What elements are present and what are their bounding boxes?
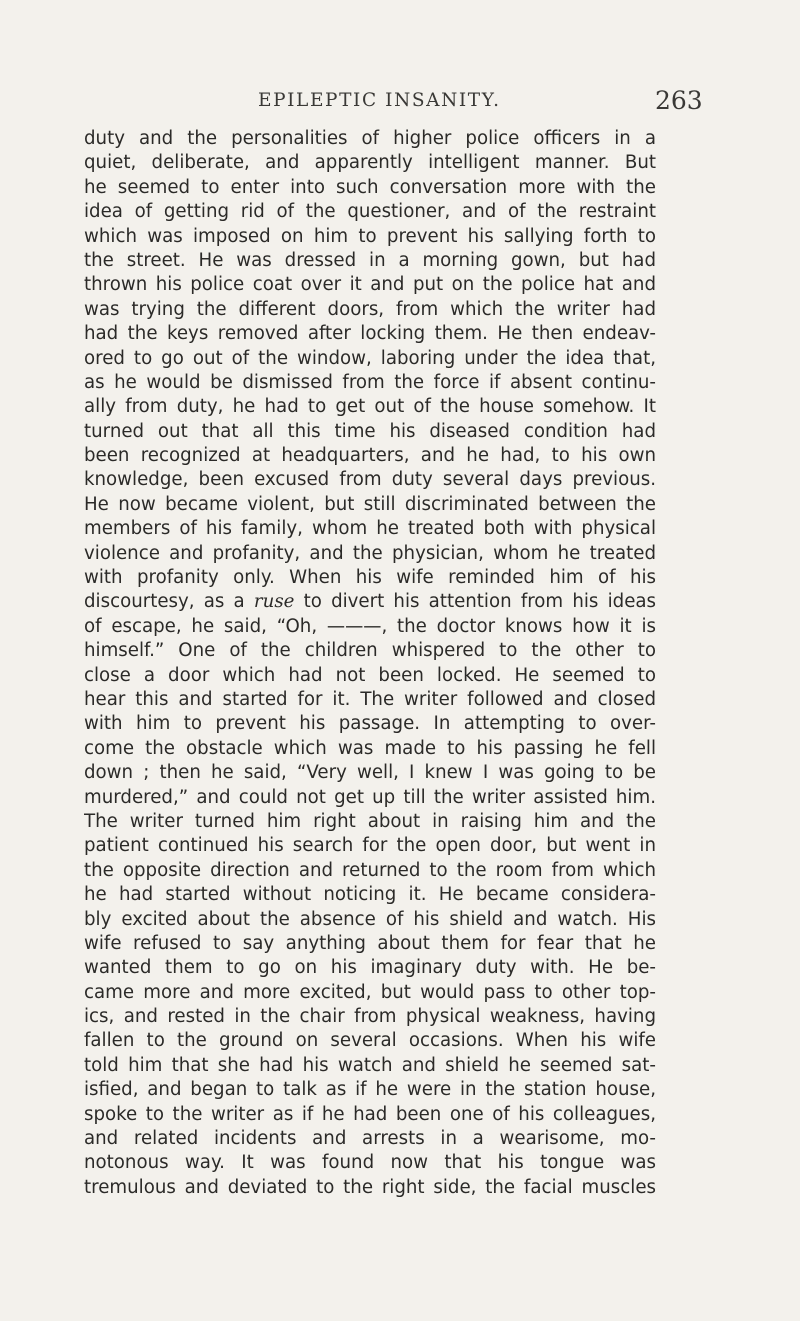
text-line: He now became violent, but still discriminated between the <box>84 493 656 515</box>
text-line: come the obstacle which was made to his passing he fell <box>84 737 656 759</box>
text-line: of escape, he said, “Oh, ———, the doctor knows how it is <box>84 615 656 637</box>
text-line: had the keys removed after locking them. He then endeav- <box>84 323 656 345</box>
text-line: he seemed to enter into such conversation more with the <box>84 176 656 198</box>
body-text <box>84 127 656 1200</box>
line-segment: to divert his attention from his ideas <box>294 591 656 613</box>
text-line: tremulous and deviated to the right side, the facial muscles <box>84 1176 656 1198</box>
text-line: ored to go out of the window, laboring under the idea that, <box>84 347 656 369</box>
text-line: been recognized at headquarters, and he had, to his own <box>84 445 656 467</box>
text-line: himself.” One of the children whispered to the other to <box>84 640 656 662</box>
text-line: spoke to the writer as if he had been one of his colleagues, <box>84 1103 656 1125</box>
text-line: and related incidents and arrests in a wearisome, mo- <box>84 1128 656 1150</box>
text-line-with-italic <box>84 590 656 614</box>
text-line: The writer turned him right about in raising him and the <box>84 810 656 832</box>
text-line: fallen to the ground on several occasions. When his wife <box>84 1030 656 1052</box>
text-line: turned out that all this time his diseased condition had <box>84 420 656 442</box>
text-line: with him to prevent his passage. In attempting to over- <box>84 713 656 735</box>
page-number: 263 <box>655 86 703 115</box>
line-segment: discourtesy, as a <box>84 591 254 613</box>
text-line: members of his family, whom he treated both with physical <box>84 518 656 540</box>
italic-word: ruse <box>253 591 295 613</box>
text-line: told him that she had his watch and shield he seemed sat- <box>84 1054 656 1076</box>
text-line: ics, and rested in the chair from physical weakness, having <box>84 1006 656 1028</box>
text-line: wife refused to say anything about them for fear that he <box>84 932 656 954</box>
text-line: the opposite direction and returned to the room from which <box>84 859 656 881</box>
text-line: patient continued his search for the open door, but went in <box>84 835 656 857</box>
text-line: quiet, deliberate, and apparently intelligent manner. But <box>84 152 656 174</box>
text-line: as he would be dismissed from the force if absent continu- <box>84 371 656 393</box>
text-line: thrown his police coat over it and put on the police hat and <box>84 274 656 296</box>
text-line: hear this and started for it. The writer followed and closed <box>84 688 656 710</box>
text-line: close a door which had not been locked. He seemed to <box>84 664 656 686</box>
text-line: duty and the personalities of higher police officers in a <box>84 128 656 149</box>
text-line: bly excited about the absence of his shield and watch. His <box>84 908 656 930</box>
text-line: idea of getting rid of the questioner, and of the restraint <box>84 201 656 223</box>
running-head <box>0 86 800 120</box>
text-line: knowledge, been excused from duty several days previous. <box>84 469 656 491</box>
running-title: EPILEPTIC INSANITY. <box>258 90 501 111</box>
text-line: down ; then he said, “Very well, I knew I was going to be <box>84 762 656 784</box>
text-line: the street. He was dressed in a morning gown, but had <box>84 249 656 271</box>
text-line: isfied, and began to talk as if he were in the station house, <box>84 1079 656 1101</box>
text-line: wanted them to go on his imaginary duty with. He be- <box>84 957 656 979</box>
text-line: was trying the different doors, from which the writer had <box>84 298 656 320</box>
text-line: came more and more excited, but would pass to other top- <box>84 981 656 1003</box>
text-line: with profanity only. When his wife reminded him of his <box>84 567 656 589</box>
text-line: ally from duty, he had to get out of the house somehow. It <box>84 396 656 418</box>
text-line: he had started without noticing it. He became considera- <box>84 884 656 906</box>
text-line: murdered,” and could not get up till the writer assisted him. <box>84 786 656 808</box>
text-line: notonous way. It was found now that his tongue was <box>84 1152 656 1174</box>
text-line: violence and profanity, and the physician, whom he treated <box>84 542 656 564</box>
text-line: which was imposed on him to prevent his sallying forth to <box>84 225 656 247</box>
